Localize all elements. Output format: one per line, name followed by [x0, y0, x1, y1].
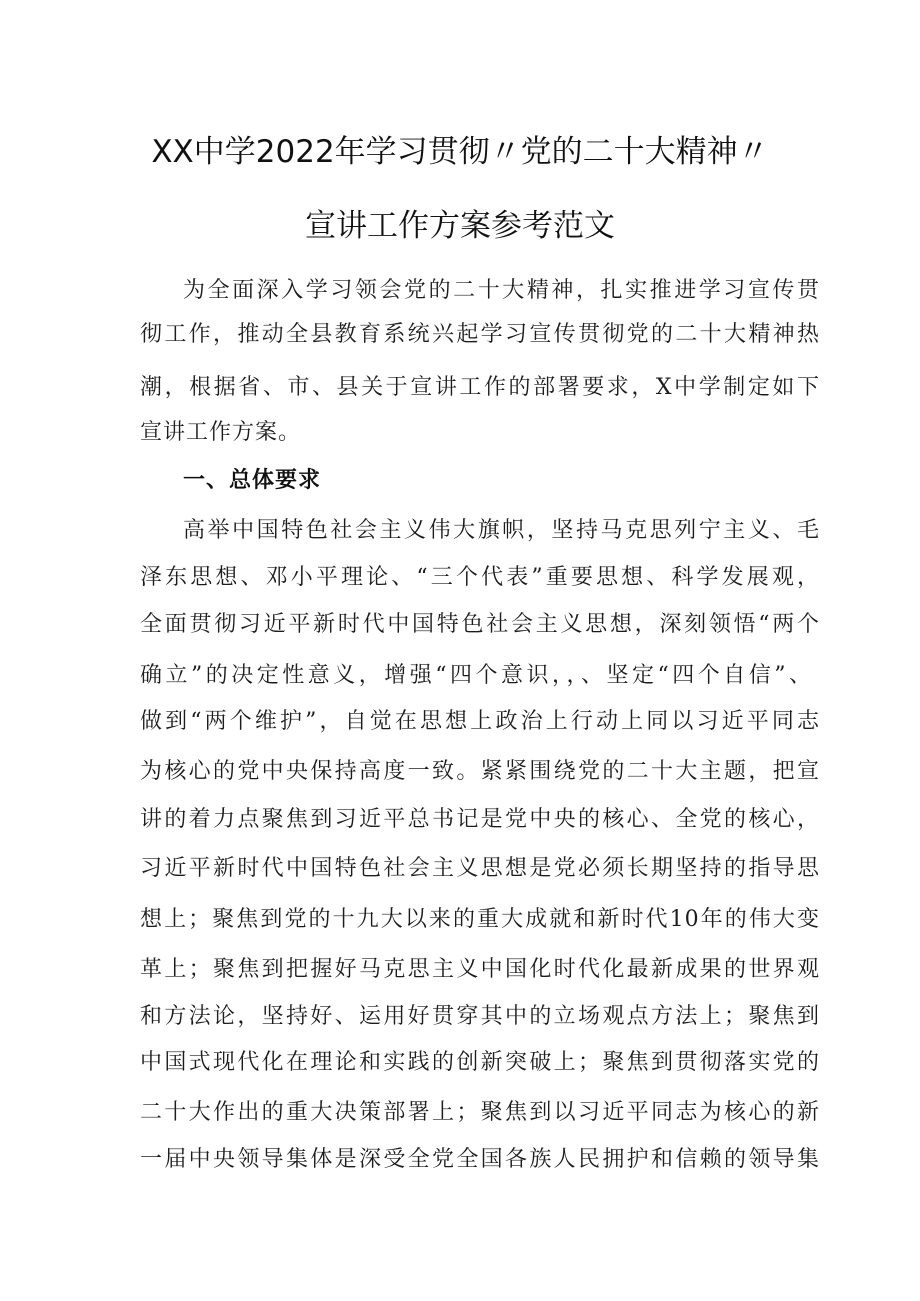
- section-1-line-6: 为核心的党中央保持高度一致。紧紧围绕党的二十大主题，把宣: [140, 759, 820, 784]
- intro-line-2: 彻工作，推动全县教育系统兴起学习宣传贯彻党的二十大精神热: [140, 322, 820, 347]
- section-1-line-9: 想上；聚焦到党的十九大以来的重大成就和新时代10年的伟大变: [140, 907, 820, 932]
- section-1-line-1: 高举中国特色社会主义伟大旗帜，坚持马克思列宁主义、毛: [183, 518, 820, 543]
- section-1-line-13: 二十大作出的重大决策部署上；聚焦到以习近平同志为核心的新: [140, 1100, 820, 1125]
- section-1-line-10: 革上；聚焦到把握好马克思主义中国化时代化最新成果的世界观: [140, 957, 820, 982]
- document-title-line-1: XX中学2022年学习贯彻〃党的二十大精神〃: [151, 134, 769, 170]
- intro-line-1: 为全面深入学习领会党的二十大精神，扎实推进学习宣传贯: [183, 278, 820, 303]
- section-1-line-8: 习近平新时代中国特色社会主义思想是党必须长期坚持的指导思: [140, 856, 820, 881]
- section-1-line-11: 和方法论，坚持好、运用好贯穿其中的立场观点方法上；聚焦到: [140, 1004, 820, 1029]
- section-1-line-5: 做到“两个维护”，自觉在思想上政治上行动上同以习近平同志: [140, 709, 820, 734]
- document-title-line-2: 宣讲工作方案参考范文: [305, 208, 615, 244]
- section-1-line-3: 全面贯彻习近平新时代中国特色社会主义思想，深刻领悟“两个: [140, 612, 820, 637]
- section-1-heading: 一、总体要求: [183, 468, 322, 493]
- section-1-line-4: 确立”的决定性意义，增强“四个意识，，、坚定“四个自信”、: [140, 663, 812, 688]
- section-1-line-2: 泽东思想、邓小平理论、“三个代表”重要思想、科学发展观，: [140, 565, 820, 590]
- section-1-line-7: 讲的着力点聚焦到习近平总书记是党中央的核心、全党的核心，: [140, 807, 820, 832]
- section-1-line-14: 一届中央领导集体是深受全党全国各族人民拥护和信赖的领导集: [140, 1147, 820, 1172]
- section-1-line-12: 中国式现代化在理论和实践的创新突破上；聚焦到贯彻落实党的: [140, 1050, 820, 1075]
- intro-line-4: 宣讲工作方案。: [140, 420, 302, 445]
- intro-line-3: 潮，根据省、市、县关于宣讲工作的部署要求，X中学制定如下: [140, 375, 820, 400]
